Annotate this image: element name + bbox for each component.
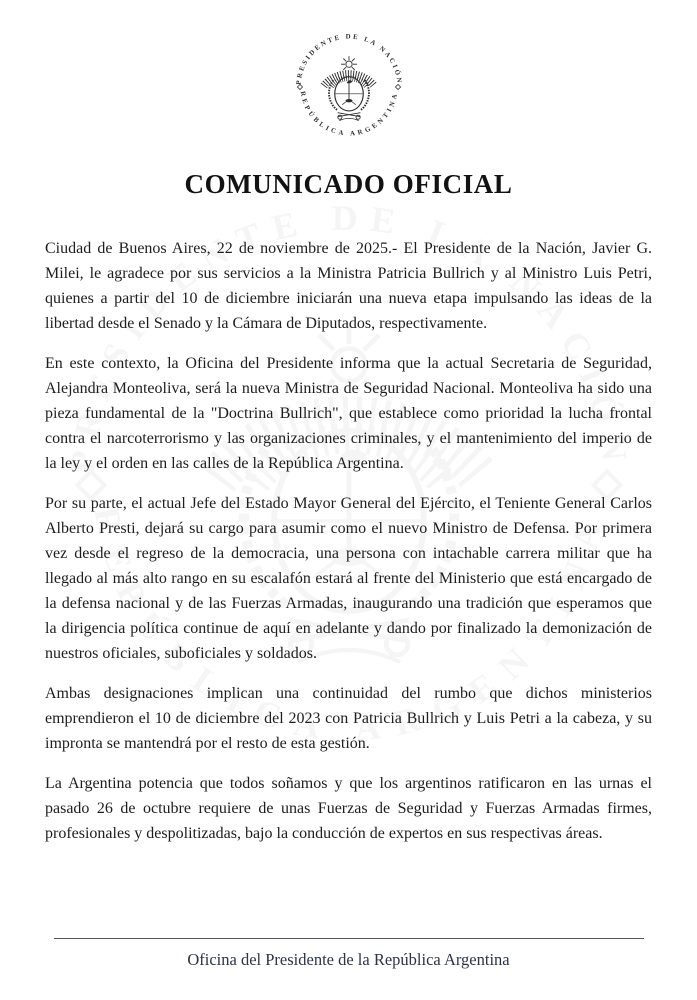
seal-top-text: PRESIDENTE DE LA NACIÓN	[295, 33, 403, 86]
presidential-seal	[0, 0, 697, 149]
body-paragraph: La Argentina potencia que todos soñamos y que los argentinos ratificaron en las urnas el pasado 26 de octubre requiere de unas Fuerzas de Seguridad y Fuerzas Armadas firmes, profesionales y despolitizadas, bajo la conducción de expertos en sus respectivas áreas.	[45, 775, 652, 842]
footer-divider	[54, 938, 644, 939]
body-paragraph: Ambas designaciones implican una continuidad del rumbo que dichos ministerios emprendieron el 10 de diciembre del 2023 con Patricia Bullrich y Luis Petri a la cabeza, y su impronta se mantendrá por el resto de esta gestión.	[45, 685, 652, 752]
page-title: COMUNICADO OFICIAL	[184, 169, 513, 199]
footer-text: Oficina del Presidente de la República Argentina	[187, 950, 510, 969]
document-body	[0, 236, 697, 846]
seal-bottom-text: REPÚBLICA ARGENTINA	[298, 90, 399, 138]
body-paragraph: Ciudad de Buenos Aires, 22 de noviembre de 2025.- El Presidente de la Nación, Javier G. Milei, le agradece por sus servicios a la Ministra Patricia Bullrich y al Ministro Luis Petri, quienes a partir del 10 de diciembre iniciarán una nueva etapa impulsando las ideas de la libertad desde el Senado y la Cámara de Diputados, respectivamente.	[45, 240, 652, 332]
document-footer	[0, 938, 697, 970]
body-paragraph: Por su parte, el actual Jefe del Estado Mayor General del Ejército, el Teniente General Carlos Alberto Presti, dejará su cargo para asumir como el nuevo Ministro de Defensa. Por primera vez desde el regreso de la democracia, una persona con intachable carrera militar que ha llegado al más alto rango en su escalafón estará al frente del Ministerio que está encargado de la defensa nacional y de las Fuerzas Armadas, inaugurando una tradición que esperamos que la dirigencia política continue de aquí en adelante y dando por finalizado la demonización de nuestros oficiales, suboficiales y soldados.	[45, 495, 652, 662]
body-paragraph: En este contexto, la Oficina del Presidente informa que la actual Secretaria de Seguridad, Alejandra Monteoliva, será la nueva Ministra de Seguridad Nacional. Monteoliva ha sido una pieza fundamental de la "Doctrina Bullrich", que establece como prioridad la lucha frontal contra el narcoterrorismo y las organizaciones criminales, y el mantenimiento del imperio de la ley y el orden en las calles de la República Argentina.	[45, 355, 652, 472]
